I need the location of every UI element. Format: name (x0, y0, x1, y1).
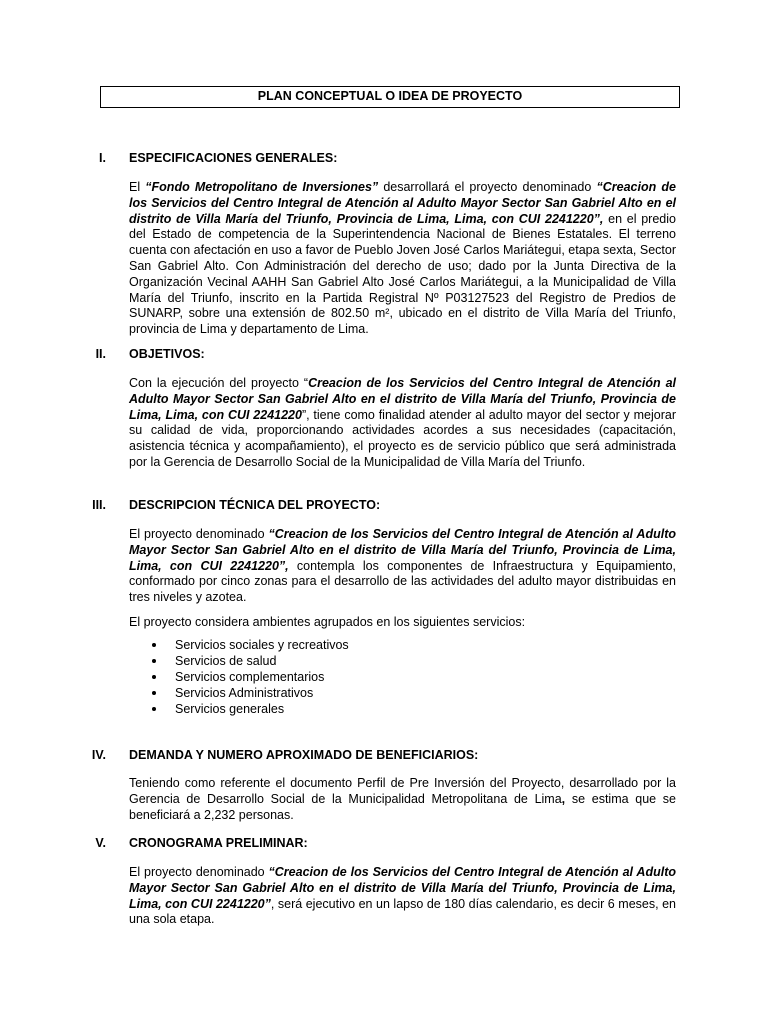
section-number: V. (95, 836, 106, 850)
section-title: OBJETIVOS: (129, 347, 205, 361)
text-run: se estima que se beneficiará a 2,232 personas. (129, 791, 676, 822)
section-4-paragraph (129, 776, 676, 823)
section-title: DESCRIPCION TÉCNICA DEL PROYECTO: (129, 498, 381, 512)
list-item: Servicios complementarios (150, 669, 349, 685)
section-2-paragraph (129, 376, 676, 471)
section-number: II. (95, 347, 106, 361)
section-title: ESPECIFICACIONES GENERALES: (129, 151, 338, 165)
list-item: Servicios generales (150, 701, 349, 717)
project-name: “Creacion de los Servicios del Centro Integral de Atención al Adulto Mayor Sector San Gabriel Alto en el distrito de Villa María del Triunfo, Provincia de Lima, Lima, con CUI 2241220” (129, 865, 676, 911)
section-5-paragraph (129, 865, 676, 928)
text-run: en el predio del Estado de competencia de la Superintendencia Nacional de Bienes Estatales. El terreno cuenta con afectación en uso a favor de Pueblo Joven José Carlos Mariátegui, etapa sexta, Sector San Gabriel Alto. Con Administración del derecho de uso; dado por la Junta Directiva de la Organización Vecinal AAHH San Gabriel Alto José Carlos Mariátegui, a la Municipalidad de Villa María del Triunfo, inscrito en la Partida Registral Nº P03127523 del Registro de Predios de SUNARP, sobre una extensión de 802.50 m², ubicado en el distrito de Villa María del Triunfo, provincia de Lima y departamento de Lima. (129, 211, 676, 337)
section-3-services-intro: El proyecto considera ambientes agrupados en los siguientes servicios: (129, 615, 526, 629)
text-run: Con la ejecución del proyecto “ (129, 376, 309, 390)
project-name: “Creacion de los Servicios del Centro Integral de Atención al Adulto Mayor Sector San Gabriel Alto en el distrito de Villa María del Triunfo, Provincia de Lima, Lima, con CUI 2241220”, (129, 527, 676, 573)
text-run: desarrollará el proyecto denominado (378, 180, 597, 194)
fund-name: “Fondo Metropolitano de Inversiones” (145, 180, 379, 194)
document-title: PLAN CONCEPTUAL O IDEA DE PROYECTO (100, 86, 680, 108)
list-item: Servicios Administrativos (150, 685, 349, 701)
text-run: ”, tiene como finalidad atender al adulto mayor del sector y mejorar su calidad de vida, proporcionando actividades acordes a sus necesidades (capacitación, asistencia técnica y acompañamiento), el proyecto es de servicio público que será administrada por la Gerencia de Desarrollo Social de la Municipalidad de Villa María del Triunfo. (129, 407, 676, 469)
text-run: , (561, 791, 566, 806)
section-number: IV. (91, 748, 106, 762)
section-1-paragraph (129, 180, 676, 338)
section-title: DEMANDA Y NUMERO APROXIMADO DE BENEFICIARIOS: (129, 748, 479, 762)
text-run: contempla los componentes de Infraestructura y Equipamiento, conformado por cinco zonas para el desarrollo de las actividades del adulto mayor distribuidas en tres niveles y azotea. (129, 558, 676, 605)
text-run: El (129, 180, 146, 194)
list-item: Servicios de salud (150, 653, 349, 669)
text-run: El proyecto denominado (129, 527, 269, 541)
services-list (150, 637, 349, 717)
list-item: Servicios sociales y recreativos (150, 637, 349, 653)
project-name: Creacion de los Servicios del Centro Integral de Atención al Adulto Mayor Sector San Gabriel Alto en el distrito de Villa María del Triunfo, Provincia de Lima, Lima, con CUI 2241220 (129, 376, 677, 422)
section-number: III. (92, 498, 106, 512)
section-3-paragraph (129, 527, 676, 606)
text-run: El proyecto denominado (129, 865, 269, 879)
section-title: CRONOGRAMA PRELIMINAR: (129, 836, 308, 850)
project-name: “Creacion de los Servicios del Centro Integral de Atención al Adulto Mayor Sector San Gabriel Alto en el distrito de Villa María del Triunfo, Provincia de Lima, Lima, con CUI 2241220”, (129, 180, 676, 226)
text-run: , será ejecutivo en un lapso de 180 días calendario, es decir 6 meses, en una sola etapa. (129, 896, 676, 927)
section-number: I. (99, 151, 106, 165)
text-run: Teniendo como referente el documento Perfil de Pre Inversión del Proyecto, desarrollado por la Gerencia de Desarrollo Social de la Municipalidad Metropolitana de Lima (129, 776, 676, 806)
